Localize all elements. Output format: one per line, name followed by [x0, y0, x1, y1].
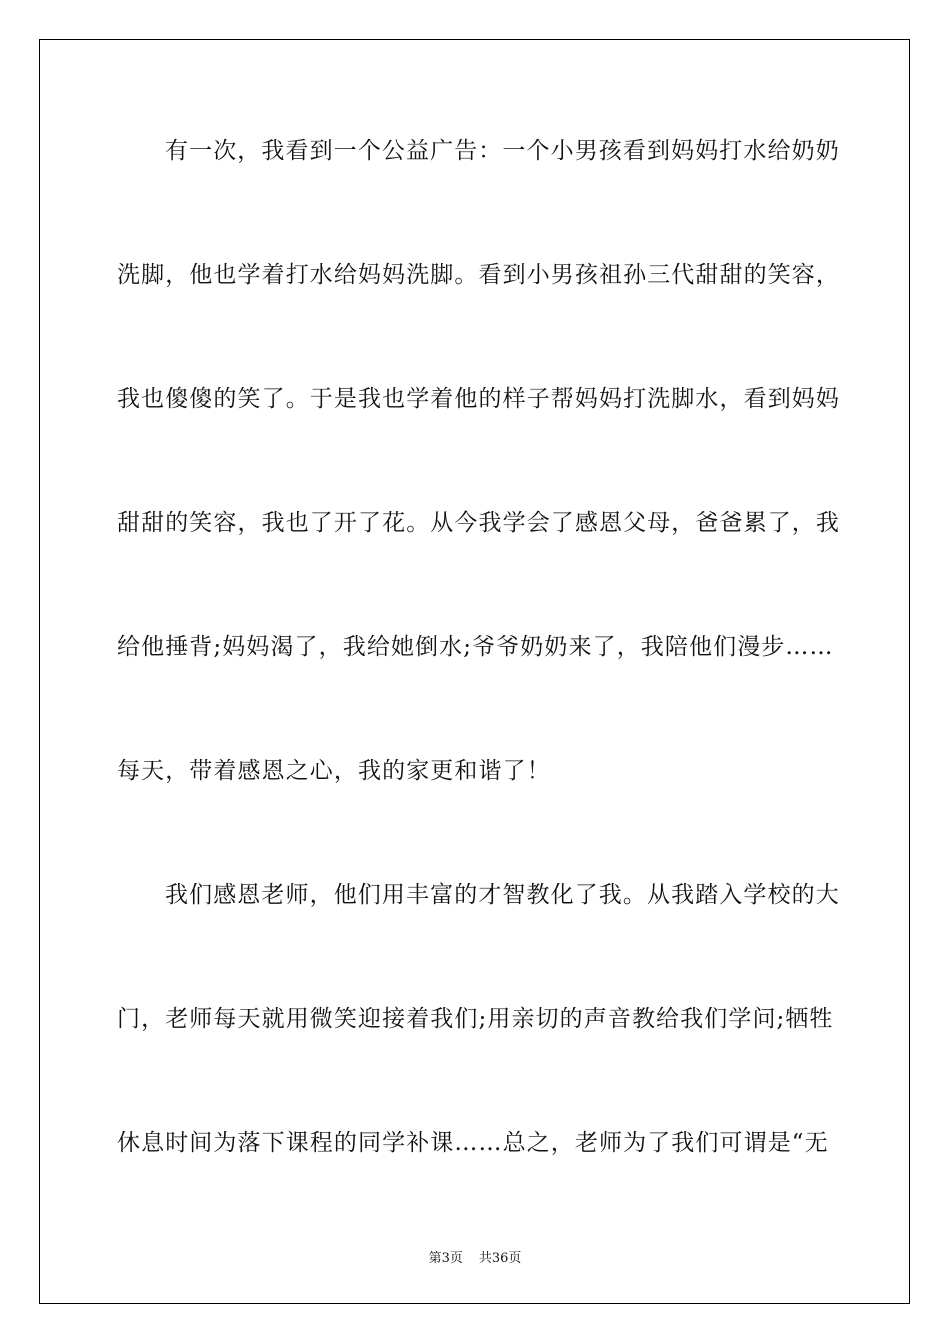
paragraph-line: 休息时间为落下课程的同学补课……总之，老师为了我们可谓是“无	[117, 1130, 829, 1156]
document-body	[117, 120, 840, 1174]
paragraph-line: 门，老师每天就用微笑迎接着我们;用亲切的声音教给我们学问;牺牲	[117, 1006, 834, 1032]
paragraph-line: 有一次，我看到一个公益广告：一个小男孩看到妈妈打水给奶奶	[165, 138, 840, 164]
paragraph-line: 甜甜的笑容，我也了开了花。从今我学会了感恩父母，爸爸累了，我	[117, 510, 840, 536]
paragraph-line: 我也傻傻的笑了。于是我也学着他的样子帮妈妈打洗脚水，看到妈妈	[117, 386, 840, 412]
paragraph-line: 洗脚，他也学着打水给妈妈洗脚。看到小男孩祖孙三代甜甜的笑容，	[117, 262, 840, 288]
paragraph-line: 给他捶背;妈妈渴了，我给她倒水;爷爷奶奶来了，我陪他们漫步……	[117, 634, 834, 660]
page-total: 共36页	[478, 1251, 522, 1266]
page-footer	[0, 1247, 950, 1266]
paragraph-line: 每天，带着感恩之心，我的家更和谐了！	[117, 758, 551, 784]
page-number: 第3页	[428, 1251, 463, 1266]
paragraph-line: 我们感恩老师，他们用丰富的才智教化了我。从我踏入学校的大	[165, 882, 840, 908]
